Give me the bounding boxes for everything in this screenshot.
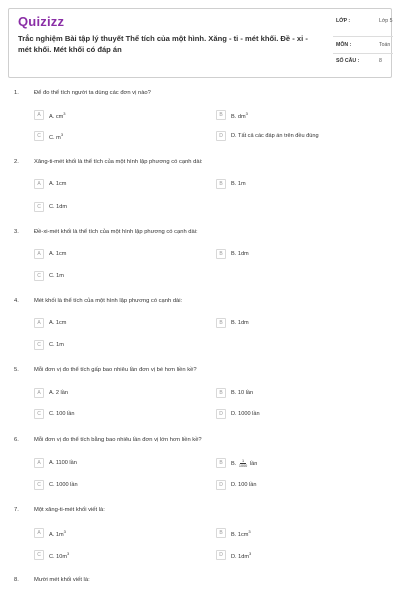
question-text: Để đo thể tích người ta dùng các đơn vị nào? <box>34 90 151 96</box>
option-text: D. $1dm^3$ <box>231 550 252 560</box>
quiz-title: Trắc nghiệm Bài tập lý thuyết Thể tích của một hình. Xăng - ti - mét khối. Đề - xi - mét khối. Mét khối có đáp án <box>18 34 308 54</box>
question-text: Đề-xi-mét khối là thể tích của một hình lập phương có cạnh dài: <box>34 229 198 235</box>
option-text: C. 1000 lần <box>49 482 78 488</box>
option-a[interactable] <box>34 178 66 190</box>
option-text: D. 1000 lần <box>231 411 260 417</box>
option-text: C. $m^3$ <box>49 131 64 141</box>
option-letter-box: B <box>216 458 226 468</box>
option-b[interactable] <box>216 457 257 469</box>
question-number: 7. <box>14 507 19 513</box>
option-b[interactable] <box>216 109 248 121</box>
option-b[interactable] <box>216 317 249 329</box>
option-text: B. $dm^3$ <box>231 110 248 120</box>
option-b[interactable] <box>216 248 249 260</box>
option-d[interactable] <box>216 408 260 420</box>
option-text: C. 100 lần <box>49 411 75 417</box>
option-letter-box: D <box>216 131 226 141</box>
option-d[interactable] <box>216 549 251 561</box>
option-c[interactable] <box>34 339 64 351</box>
option-letter-box: D <box>216 550 226 560</box>
subject-value: Toán <box>379 42 391 48</box>
option-text: D. 100 lần <box>231 482 257 488</box>
option-c[interactable] <box>34 130 63 142</box>
fraction: $\frac{1}{1000}$ <box>238 458 248 468</box>
option-text: C. $10m^3$ <box>49 550 70 560</box>
option-text: C. 1dm <box>49 204 68 210</box>
quizizz-logo: Quizizz <box>18 14 65 29</box>
option-text: A. $cm^3$ <box>49 110 66 120</box>
option-letter-box: D <box>216 409 226 419</box>
option-text: A. 2 lần <box>49 390 68 396</box>
question-number: 4. <box>14 298 19 304</box>
option-a[interactable] <box>34 387 68 399</box>
option-text: B. 1m <box>231 181 246 187</box>
question-text: Một xăng-ti-mét khối viết là: <box>34 507 105 513</box>
option-text: B. $1cm^3$ <box>231 528 251 538</box>
option-letter-box: B <box>216 110 226 120</box>
option-d[interactable] <box>216 130 319 142</box>
option-letter-box: A <box>34 110 44 120</box>
option-letter-box: B <box>216 388 226 398</box>
option-text: D. Tất cả các đáp án trên đều đúng <box>231 133 319 139</box>
option-text: A. 1cm <box>49 251 67 257</box>
option-text: B. 1dm <box>231 320 249 326</box>
option-c[interactable] <box>34 270 64 282</box>
option-text: A. 1cm <box>49 181 67 187</box>
option-text: A. 1cm <box>49 320 67 326</box>
option-a[interactable] <box>34 457 77 469</box>
count-value: 8 <box>379 58 382 64</box>
question-number: 6. <box>14 437 19 443</box>
question-number: 2. <box>14 159 19 165</box>
option-d[interactable] <box>216 479 257 491</box>
option-letter-box: C <box>34 340 44 350</box>
option-c[interactable] <box>34 549 69 561</box>
option-b[interactable] <box>216 387 253 399</box>
option-text: C. 1m <box>49 273 64 279</box>
grade-value: Lớp 5 <box>379 18 393 24</box>
option-c[interactable] <box>34 479 78 491</box>
option-a[interactable] <box>34 317 66 329</box>
option-text: C. 1m <box>49 342 64 348</box>
option-c[interactable] <box>34 408 75 420</box>
option-c[interactable] <box>34 201 67 213</box>
option-letter-box: B <box>216 528 226 538</box>
option-letter-box: C <box>34 409 44 419</box>
option-letter-box: C <box>34 480 44 490</box>
question-text: Xăng-ti-mét khối là thể tích của một hình lập phương có cạnh dài: <box>34 159 203 165</box>
option-letter-box: B <box>216 179 226 189</box>
question-number: 1. <box>14 90 19 96</box>
grade-label: LỚP : <box>336 18 351 24</box>
option-letter-box: A <box>34 458 44 468</box>
option-text: B. $\frac{1}{1000}$ lần <box>231 458 258 468</box>
question-text: Mỗi đơn vị đo thể tích gấp bao nhiêu lần đơn vị bé hơn liền kề? <box>34 367 197 373</box>
option-letter-box: C <box>34 202 44 212</box>
option-letter-box: C <box>34 271 44 281</box>
option-a[interactable] <box>34 109 66 121</box>
option-a[interactable] <box>34 527 66 539</box>
option-b[interactable] <box>216 527 251 539</box>
meta-divider <box>333 53 393 54</box>
option-letter-box: B <box>216 249 226 259</box>
option-letter-box: A <box>34 528 44 538</box>
question-number: 5. <box>14 367 19 373</box>
option-letter-box: A <box>34 318 44 328</box>
option-letter-box: B <box>216 318 226 328</box>
question-text: Mười mét khối viết là: <box>34 577 90 583</box>
option-text: B. 1dm <box>231 251 249 257</box>
option-text: B. 10 lần <box>231 390 254 396</box>
option-letter-box: A <box>34 388 44 398</box>
option-letter-box: A <box>34 249 44 259</box>
subject-label: MÔN : <box>336 42 352 48</box>
option-text: A. 1100 lần <box>49 460 77 466</box>
question-number: 3. <box>14 229 19 235</box>
question-text: Mỗi đơn vị đo thể tích bằng bao nhiêu lần đơn vị lớn hơn liền kề? <box>34 437 202 443</box>
option-letter-box: C <box>34 131 44 141</box>
option-text: A. $1m^3$ <box>49 528 66 538</box>
quiz-header <box>8 8 392 78</box>
question-text: Mét khối là thể tích của một hình lập phương có cạnh dài: <box>34 298 183 304</box>
option-letter-box: C <box>34 550 44 560</box>
option-b[interactable] <box>216 178 246 190</box>
option-letter-box: A <box>34 179 44 189</box>
option-a[interactable] <box>34 248 66 260</box>
question-number: 8. <box>14 577 19 583</box>
count-label: SỐ CÂU : <box>336 58 360 64</box>
option-letter-box: D <box>216 480 226 490</box>
meta-divider <box>333 36 393 37</box>
